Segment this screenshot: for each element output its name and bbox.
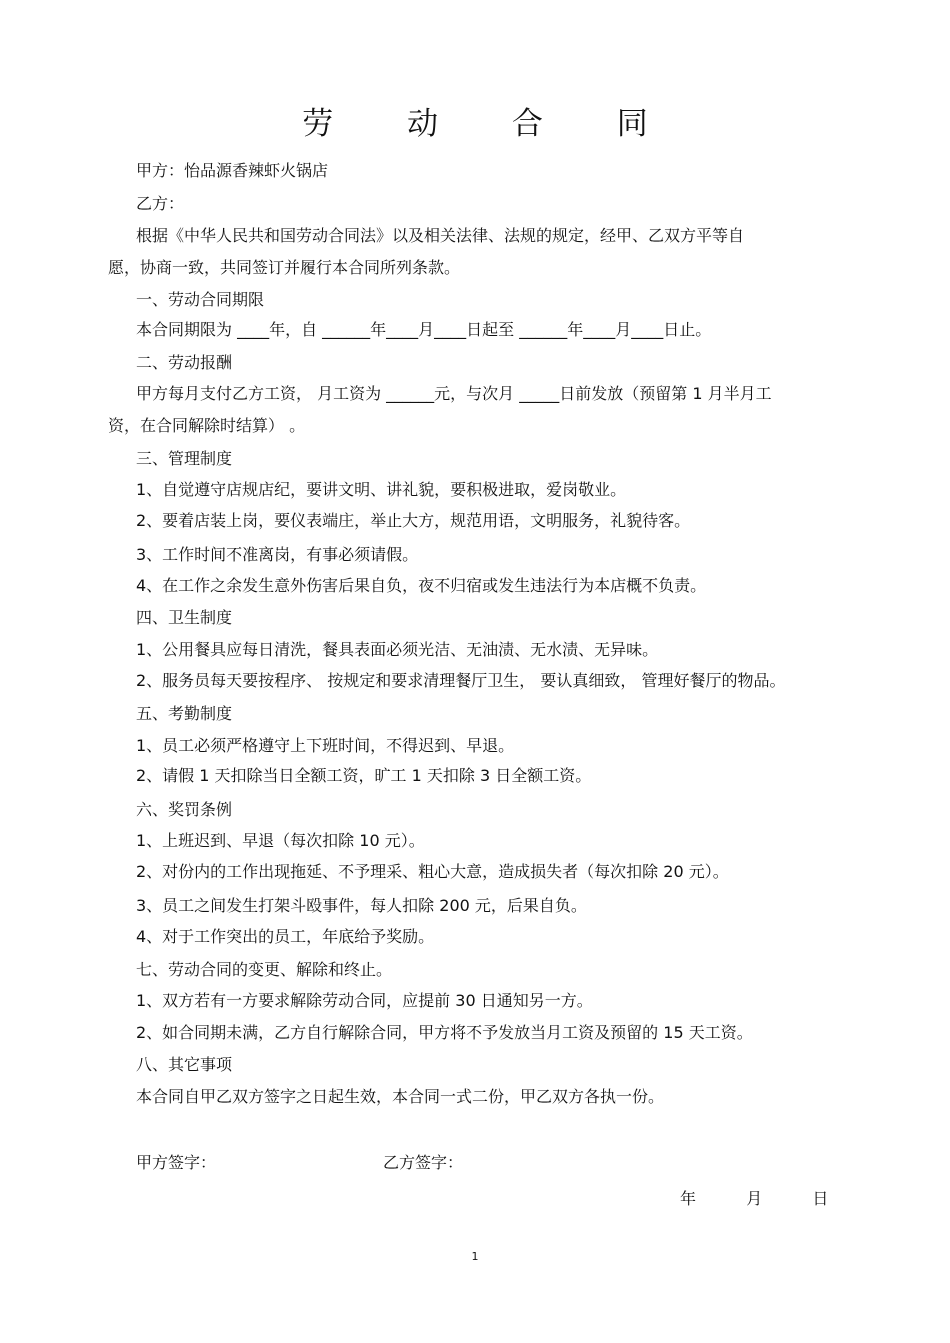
section-7-item: 1、双方若有一方要求解除劳动合同，应提前 30 日通知另一方。 <box>136 991 593 1010</box>
party-b-line: 乙方： <box>136 194 185 213</box>
section-2-text-line-2: 资，在合同解除时结算） 。 <box>108 416 306 435</box>
party-b-signature-label: 乙方签字： <box>383 1153 464 1172</box>
section-6-item: 4、对于工作突出的员工，年底给予奖励。 <box>136 927 435 946</box>
section-3-item: 2、要着店装上岗，要仪表端庄，举止大方，规范用语，文明服务，礼貌待客。 <box>136 511 691 530</box>
section-5-item: 1、员工必须严格遵守上下班时间，不得迟到、早退。 <box>136 736 515 755</box>
section-3-item: 1、自觉遵守店规店纪，要讲文明、讲礼貌，要积极进取，爱岗敬业。 <box>136 480 627 499</box>
date-year-label: 年 <box>680 1189 697 1208</box>
section-7-heading: 七、劳动合同的变更、解除和终止。 <box>136 960 393 979</box>
date-day-label: 日 <box>812 1189 829 1208</box>
party-a-signature-label: 甲方签字： <box>136 1153 217 1172</box>
section-3-item: 4、在工作之余发生意外伤害后果自负，夜不归宿或发生违法行为本店概不负责。 <box>136 576 707 595</box>
intro-line-1: 根据《中华人民共和国劳动合同法》以及相关法律、法规的规定，经甲、乙双方平等自 <box>136 226 745 245</box>
section-6-item: 2、对份内的工作出现拖延、不予理采、粗心大意，造成损失者（每次扣除 20 元）。 <box>136 862 729 881</box>
section-5-heading: 五、考勤制度 <box>136 704 233 723</box>
section-4-heading: 四、卫生制度 <box>136 608 233 627</box>
document-title: 劳 动 合 同 <box>302 106 680 142</box>
signing-date <box>680 1186 828 1209</box>
section-2-text-line-1: 甲方每月支付乙方工资， 月工资为 ______元，与次月 _____日前发放（预留第 1 月半月工 <box>136 384 772 403</box>
section-2-heading: 二、劳动报酬 <box>136 353 233 372</box>
date-month-label: 月 <box>746 1189 763 1208</box>
section-6-item: 1、上班迟到、早退（每次扣除 10 元）。 <box>136 831 425 850</box>
section-7-item: 2、如合同期未满，乙方自行解除合同，甲方将不予发放当月工资及预留的 15 天工资。 <box>136 1023 753 1042</box>
section-6-item: 3、员工之间发生打架斗殴事件，每人扣除 200 元，后果自负。 <box>136 896 587 915</box>
section-3-item: 3、工作时间不准离岗，有事必须请假。 <box>136 545 419 564</box>
page-number: 1 <box>471 1250 479 1263</box>
section-1-text: 本合同期限为 ____年，自 ______年____月____日起至 ______年____月____日止。 <box>136 320 712 339</box>
section-8-text: 本合同自甲乙双方签字之日起生效，本合同一式二份，甲乙双方各执一份。 <box>136 1087 665 1106</box>
section-6-heading: 六、奖罚条例 <box>136 800 233 819</box>
intro-line-2: 愿，协商一致，共同签订并履行本合同所列条款。 <box>108 258 461 277</box>
section-8-heading: 八、其它事项 <box>136 1055 233 1074</box>
party-a-line: 甲方：怡品源香辣虾火锅店 <box>136 161 329 180</box>
section-4-item: 1、公用餐具应每日清洗，餐具表面必须光洁、无油渍、无水渍、无异味。 <box>136 640 659 659</box>
section-5-item: 2、请假 1 天扣除当日全额工资，旷工 1 天扣除 3 日全额工资。 <box>136 766 592 785</box>
section-1-heading: 一、劳动合同期限 <box>136 290 265 309</box>
section-3-heading: 三、管理制度 <box>136 449 233 468</box>
section-4-item: 2、服务员每天要按程序、 按规定和要求清理餐厅卫生， 要认真细致， 管理好餐厅的物品。 <box>136 671 786 690</box>
